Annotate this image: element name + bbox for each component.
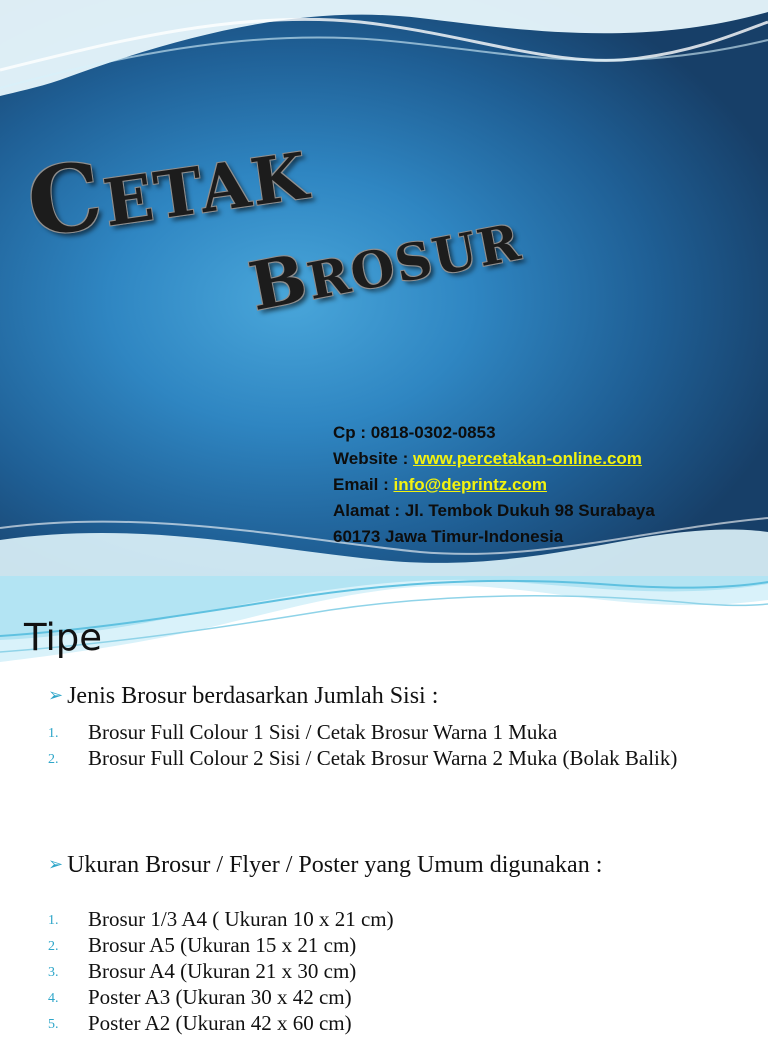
slide-heading: Tipe	[24, 616, 102, 659]
contact-address-line2: 60173 Jawa Timur-Indonesia	[333, 527, 564, 546]
section-1-title-text: Jenis Brosur berdasarkan Jumlah Sisi :	[67, 683, 439, 709]
list-item-text: Brosur Full Colour 2 Sisi / Cetak Brosur Warna 2 Muka (Bolak Balik)	[88, 746, 678, 770]
tipe-slide	[0, 576, 768, 1035]
list-number: 4.	[48, 991, 59, 1006]
section-2-title	[48, 851, 748, 880]
contact-block	[333, 420, 655, 550]
list-item-text: Brosur 1/3 A4 ( Ukuran 10 x 21 cm)	[88, 907, 394, 931]
contact-phone: Cp : 0818-0302-0853	[333, 423, 496, 442]
list-item-text: Poster A3 (Ukuran 30 x 42 cm)	[88, 985, 352, 1009]
header-wave-decoration	[0, 576, 768, 696]
list-number: 2.	[48, 939, 59, 954]
section-1-title	[48, 683, 438, 710]
title-brosur-rest: ROSUR	[302, 211, 527, 312]
list-item	[0, 1012, 700, 1034]
list-item	[0, 960, 700, 982]
section-1-list	[0, 721, 700, 773]
list-item-text: Brosur A5 (Ukuran 15 x 21 cm)	[88, 933, 357, 957]
title-brosur-initial: B	[243, 238, 315, 326]
list-number: 2.	[48, 752, 59, 767]
list-item-text: Brosur Full Colour 1 Sisi / Cetak Brosur Warna 1 Muka	[88, 720, 558, 744]
arrow-bullet-icon: ➢	[48, 854, 64, 874]
list-number: 5.	[48, 1017, 59, 1032]
title-cetak-rest: ETAK	[99, 138, 314, 242]
contact-address-line1: Alamat : Jl. Tembok Dukuh 98 Surabaya	[333, 501, 655, 520]
list-item	[0, 747, 700, 769]
contact-email	[333, 472, 655, 498]
list-item	[0, 721, 700, 743]
list-item	[0, 986, 700, 1008]
list-item-text: Poster A2 (Ukuran 42 x 60 cm)	[88, 1011, 352, 1035]
website-label: Website :	[333, 449, 413, 468]
title-cetak-initial: C	[20, 140, 111, 258]
list-item	[0, 908, 700, 930]
arrow-bullet-icon: ➢	[48, 685, 64, 705]
section-2-title-text: Ukuran Brosur / Flyer / Poster yang Umum digunakan :	[67, 852, 603, 878]
list-number: 1.	[48, 726, 59, 741]
list-item	[0, 934, 700, 956]
list-number: 3.	[48, 965, 59, 980]
website-link[interactable]: www.percetakan-online.com	[412, 449, 642, 468]
contact-website	[333, 446, 655, 472]
list-number: 1.	[48, 913, 59, 928]
email-link[interactable]: info@deprintz.com	[393, 475, 547, 494]
email-label: Email :	[333, 475, 394, 494]
section-2-list	[0, 908, 700, 1038]
list-item-text: Brosur A4 (Ukuran 21 x 30 cm)	[88, 959, 357, 983]
